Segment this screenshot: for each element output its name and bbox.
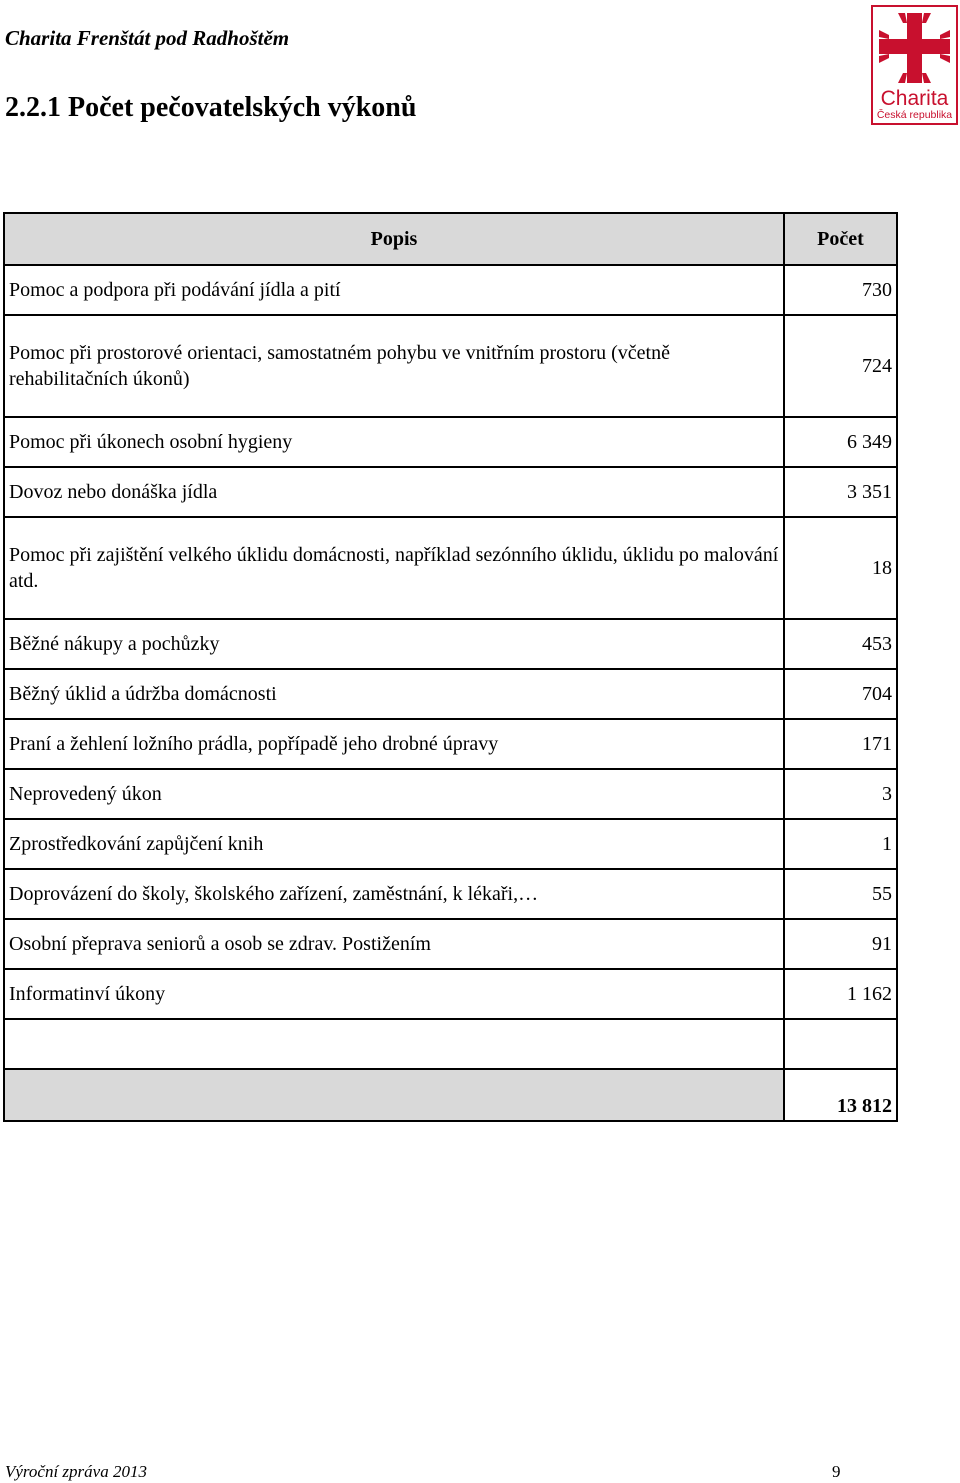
table-header-row [4, 213, 897, 265]
table-row [4, 467, 897, 517]
total-label-cell [4, 1069, 784, 1121]
row-description: Doprovázení do školy, školského zařízení, zaměstnání, k lékaři,… [4, 869, 784, 919]
services-table [3, 212, 898, 1122]
row-count: 724 [784, 315, 897, 417]
footer-page-number: 9 [832, 1462, 841, 1481]
section-title: 2.2.1 Počet pečovatelských výkonů [5, 92, 417, 123]
row-description: Pomoc při prostorové orientaci, samostatném pohybu ve vnitřním prostoru (včetně rehabilitačních úkonů) [4, 315, 784, 417]
row-count: 6 349 [784, 417, 897, 467]
footer-report-title: Výroční zpráva 2013 [5, 1462, 147, 1481]
logo-wordmark: Charita [880, 87, 949, 110]
table-row [4, 869, 897, 919]
blank-cell [784, 1019, 897, 1069]
organization-name: Charita Frenštát pod Radhoštěm [5, 26, 290, 50]
table-total-row [4, 1069, 897, 1121]
row-count: 3 [784, 769, 897, 819]
table-row [4, 417, 897, 467]
charita-cross-icon [873, 7, 956, 89]
column-header-count: Počet [784, 213, 897, 265]
table-row [4, 517, 897, 619]
row-description: Informatinví úkony [4, 969, 784, 1019]
table-row [4, 315, 897, 417]
table-row [4, 265, 897, 315]
column-header-description: Popis [4, 213, 784, 265]
table-row [4, 919, 897, 969]
row-count: 704 [784, 669, 897, 719]
row-count: 730 [784, 265, 897, 315]
row-description: Běžný úklid a údržba domácnosti [4, 669, 784, 719]
row-count: 18 [784, 517, 897, 619]
row-description: Pomoc při zajištění velkého úklidu domácnosti, například sezónního úklidu, úklidu po malování atd. [4, 517, 784, 619]
table-row [4, 669, 897, 719]
logo-subtitle: Česká republika [876, 109, 953, 121]
charita-logo [871, 5, 958, 125]
table-row [4, 769, 897, 819]
table-row [4, 969, 897, 1019]
row-description: Zprostředkování zapůjčení knih [4, 819, 784, 869]
row-count: 91 [784, 919, 897, 969]
total-count: 13 812 [784, 1069, 897, 1121]
row-count: 3 351 [784, 467, 897, 517]
row-count: 453 [784, 619, 897, 669]
row-count: 1 162 [784, 969, 897, 1019]
row-description: Osobní přeprava seniorů a osob se zdrav. Postižením [4, 919, 784, 969]
row-count: 55 [784, 869, 897, 919]
row-description: Běžné nákupy a pochůzky [4, 619, 784, 669]
table-row [4, 719, 897, 769]
row-count: 1 [784, 819, 897, 869]
row-description: Pomoc při úkonech osobní hygieny [4, 417, 784, 467]
table-row [4, 819, 897, 869]
row-description: Pomoc a podpora při podávání jídla a pití [4, 265, 784, 315]
row-description: Praní a žehlení ložního prádla, popřípadě jeho drobné úpravy [4, 719, 784, 769]
table-row [4, 619, 897, 669]
row-count: 171 [784, 719, 897, 769]
row-description: Dovoz nebo donáška jídla [4, 467, 784, 517]
blank-cell [4, 1019, 784, 1069]
row-description: Neprovedený úkon [4, 769, 784, 819]
table-blank-row [4, 1019, 897, 1069]
